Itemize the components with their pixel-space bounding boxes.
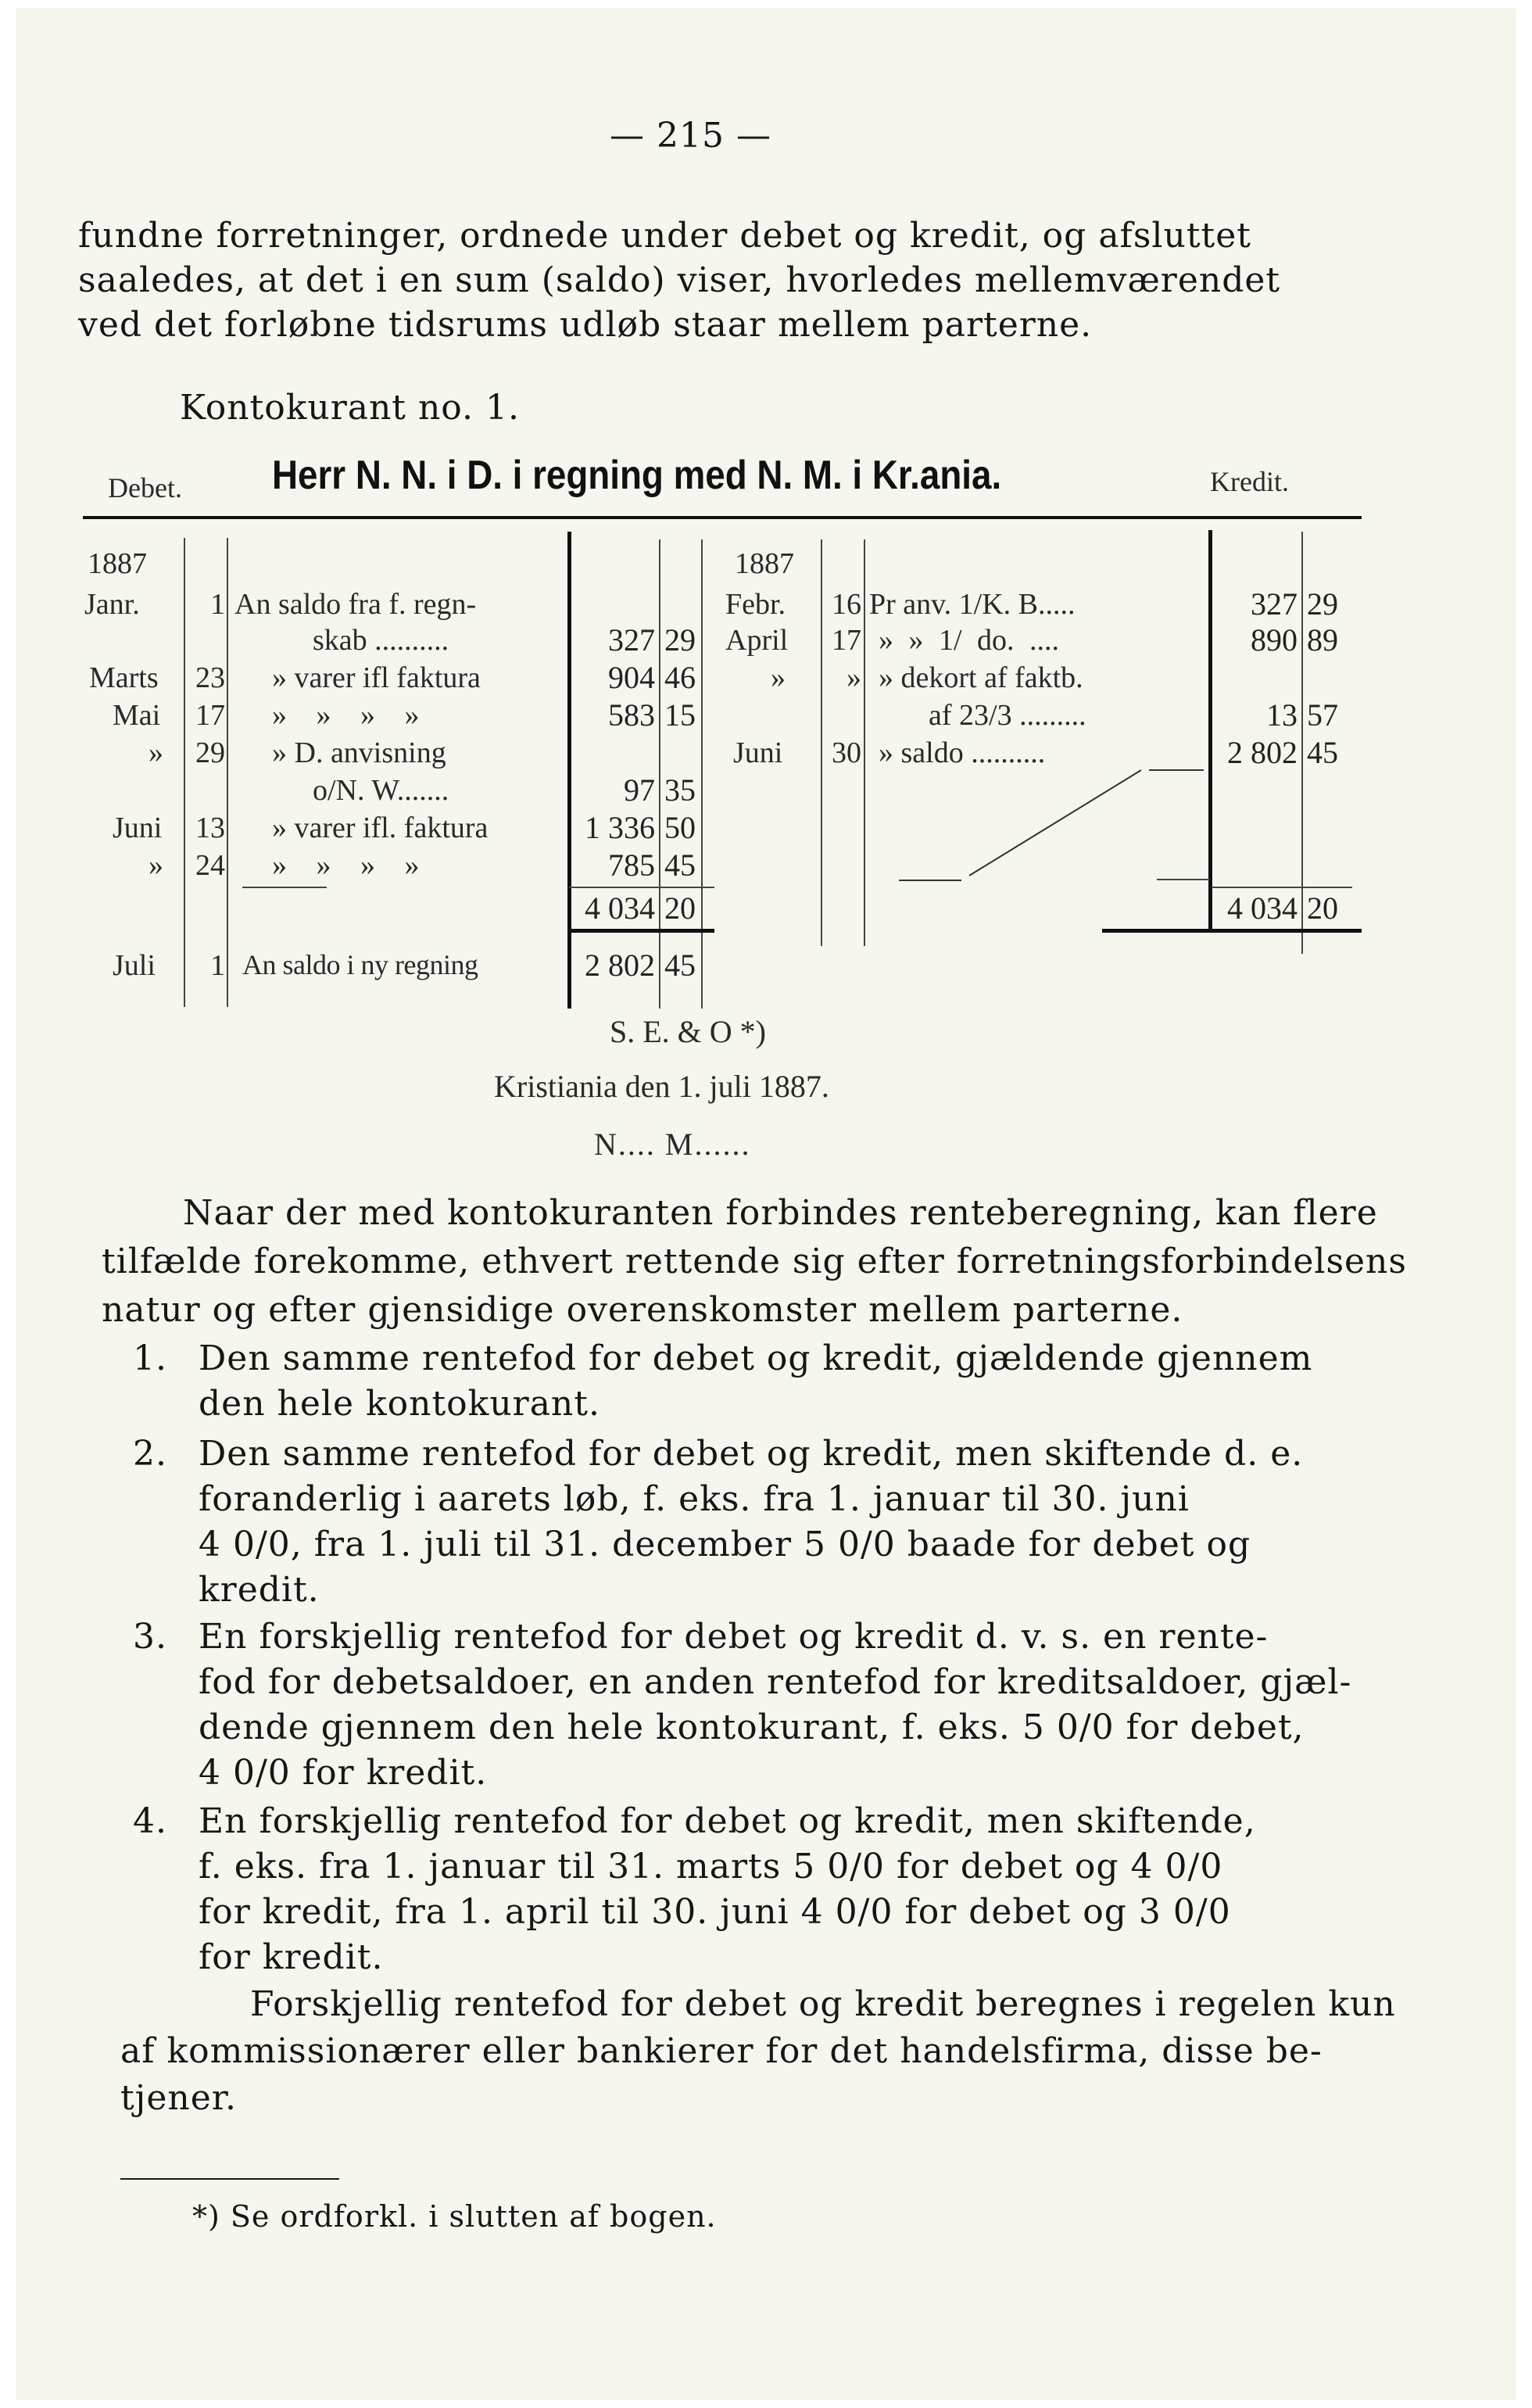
debit-text: An saldo i ny regning [242,949,478,980]
credit-month: Juni [733,736,783,769]
credit-text: » » 1/ do. .... [879,624,1060,657]
credit-day: 17 [832,624,861,657]
text-line: kredit. [199,1570,320,1610]
credit-subtotal-rule [1212,887,1352,888]
credit-day: 16 [832,588,861,621]
text-line: Forskjellig rentefod for debet og kredit beregnes i regelen kun [250,1984,1396,2024]
item-number: 1. [133,1338,167,1378]
text-line: dende gjennem den hele kontokurant, f. eks. 5 0/0 for debet, [199,1707,1305,1747]
credit-ore: 29 [1307,586,1338,622]
debit-ore: 50 [664,810,696,845]
credit-kroner: 13 [1266,697,1298,733]
debit-kroner: 583 [608,697,655,733]
page-number: — 215 — [610,116,771,156]
debit-month: Juni [113,812,163,844]
text-line: En forskjellig rentefod for debet og kredit, men skiftende, [199,1801,1256,1841]
debit-kroner: 1 336 [585,810,655,845]
debit-text: » » » » [272,699,420,732]
debit-month: Janr. [84,588,140,621]
item-number: 3. [133,1617,167,1657]
text-line: for kredit, fra 1. april til 30. juni 4 0/0 for debet og 3 0/0 [199,1892,1231,1932]
ledger-top-rule [83,516,1362,519]
debit-kroner: 97 [624,772,655,808]
debit-ore: 35 [664,772,696,808]
ledger-rule [227,538,228,1007]
text-line: Naar der med kontokuranten forbindes renteberegning, kan flere [183,1193,1378,1233]
credit-text: » dekort af faktb. [879,661,1083,694]
text-line: foranderlig i aarets løb, f. eks. fra 1. januar til 30. juni [199,1479,1190,1519]
account-title: Herr N. N. i D. i regning med N. M. i Kr.ania. [272,453,1002,498]
item-number: 4. [133,1801,167,1841]
kontokurant-heading: Kontokurant no. 1. [180,388,520,428]
text-line: 4 0/0 for kredit. [199,1753,488,1793]
signature-initials: S. E. & O *) [610,1014,766,1049]
ledger-rule [864,539,865,946]
debit-month: Juli [113,949,156,982]
debit-ore: 46 [664,660,696,695]
text-line: af kommissionærer eller bankierer for det handelsfirma, disse be- [120,2031,1323,2071]
ledger-rule [1301,532,1303,954]
debit-subtotal-rule [242,887,327,888]
debit-kroner: 904 [608,660,655,695]
debit-kroner: 785 [608,847,655,883]
footnote-rule [120,2178,339,2180]
text-line: for kredit. [199,1937,384,1977]
debet-label: Debet. [108,472,182,503]
debit-ore: 45 [664,948,696,983]
credit-kroner: 890 [1251,622,1298,658]
credit-ore: 45 [1307,735,1338,770]
credit-total-ore: 20 [1307,890,1338,926]
debit-day: 1 [210,949,225,982]
debit-text: An saldo fra f. regn- [234,588,477,621]
text-line: fundne forretninger, ordnede under debet og kredit, og afsluttet [78,216,1251,256]
debit-text: skab .......... [313,624,449,657]
item-number: 2. [133,1434,167,1474]
credit-ore: 89 [1307,622,1338,658]
debit-text: » varer ifl. faktura [272,812,489,844]
debit-day: 13 [195,812,225,844]
text-line: den hele kontokurant. [199,1384,600,1424]
debit-text: o/N. W....... [313,774,449,807]
credit-day: » [847,661,861,694]
debit-text: » » » » [272,849,420,882]
debit-kroner: 327 [608,622,655,658]
credit-month: » [771,661,786,694]
credit-subtotal-rule [1157,879,1210,880]
place-date: Kristiania den 1. juli 1887. [494,1069,829,1104]
text-line: tilfælde forekomme, ethvert rettende sig efter forretningsforbindelsens [102,1242,1407,1281]
text-line: Den samme rentefod for debet og kredit, gjældende gjennem [199,1338,1313,1378]
debit-total-kroner: 4 034 [585,890,655,926]
credit-kroner: 327 [1251,586,1298,622]
text-line: fod for debetsaldoer, en anden rentefod for kreditsaldoer, gjæl- [199,1662,1352,1702]
debit-day: 29 [195,736,225,769]
text-line: 4 0/0, fra 1. juli til 31. december 5 0/0 baade for debet og [199,1525,1251,1564]
debit-day: 24 [195,849,225,882]
debit-day: 23 [195,661,225,694]
credit-kroner: 2 802 [1227,735,1298,770]
debit-day: 17 [195,699,225,732]
credit-month: April [725,624,789,657]
text-line: saaledes, at det i en sum (saldo) viser, hvorledes mellemværendet [78,260,1281,300]
signature-name: N.... M...... [594,1127,751,1162]
book-page [16,8,1516,2400]
debit-ore: 15 [664,697,696,733]
debit-month: Marts [89,661,159,694]
debit-month: » [149,736,163,769]
debit-subtotal-rule [569,887,714,888]
text-line: tjener. [120,2078,237,2118]
text-line: f. eks. fra 1. januar til 31. marts 5 0/0 for debet og 4 0/0 [199,1847,1223,1887]
debit-text: » varer ifl faktura [272,661,481,694]
ledger-rule [659,539,660,1009]
credit-text: Pr anv. 1/K. B..... [869,588,1076,621]
credit-month: Febr. [725,588,786,621]
credit-ore: 57 [1307,697,1338,733]
ledger-rule [567,532,571,1009]
credit-text: af 23/3 ......... [929,699,1086,732]
credit-day: 30 [832,736,861,769]
text-line: En forskjellig rentefod for debet og kredit d. v. s. en rente- [199,1617,1269,1657]
debit-month: » [149,849,163,882]
debit-ore: 45 [664,847,696,883]
text-line: Den samme rentefod for debet og kredit, men skiftende d. e. [199,1434,1304,1474]
debit-total-ore: 20 [664,890,696,926]
debit-day: 1 [210,588,225,621]
debit-month: Mai [113,699,161,732]
credit-total-rule [1102,929,1362,933]
cancel-stroke-line [875,758,1235,891]
text-line: natur og efter gjensidige overenskomster mellem parterne. [102,1290,1183,1330]
debit-year: 1887 [88,547,147,580]
debit-text: » D. anvisning [272,736,446,769]
debit-ore: 29 [664,622,696,658]
text-line: ved det forløbne tidsrums udløb staar mellem parterne. [78,305,1093,345]
credit-year: 1887 [735,547,794,580]
credit-text: » saldo .......... [879,736,1046,769]
debit-kroner: 2 802 [585,948,655,983]
footnote: *) Se ordforkl. i slutten af bogen. [192,2199,717,2234]
kredit-label: Kredit. [1210,466,1289,497]
debit-total-rule [569,929,714,933]
ledger-rule [701,539,703,1009]
credit-total-kroner: 4 034 [1227,890,1298,926]
